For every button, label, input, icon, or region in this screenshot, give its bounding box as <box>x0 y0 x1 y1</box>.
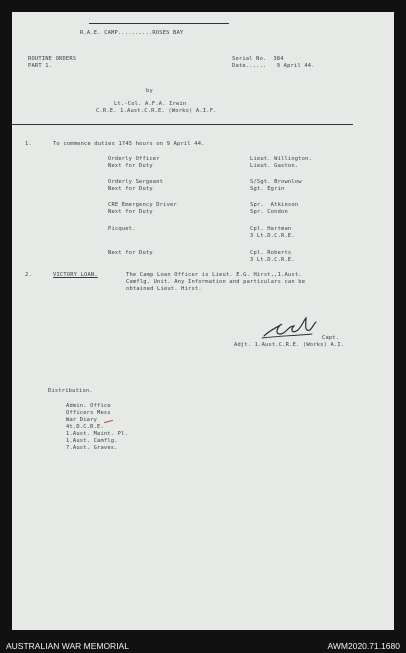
duty-role: Orderly Sergeant <box>108 179 164 185</box>
duty-name: Lieut. Gaston. <box>250 163 299 169</box>
item-2-line: The Camp Loan Officer is Lieut. E.G. Hirst,,1.Aust. <box>126 272 302 278</box>
distribution-item: 1.Aust. Camflg. <box>66 438 118 444</box>
distribution-title: Distribution. <box>48 388 93 394</box>
red-tick-mark <box>104 420 113 423</box>
header-divider <box>12 124 353 125</box>
duty-role: Picquet. <box>108 226 136 232</box>
distribution-item: Officers Mess <box>66 410 111 416</box>
item-2-title: VICTORY LOAN. <box>53 272 98 278</box>
part-label: PART 1. <box>28 63 53 69</box>
letterhead: R.A.E. CAMP..........ROSES BAY <box>80 30 184 36</box>
footer-accession-number: AWM2020.71.1680 <box>327 641 400 651</box>
by-label: by <box>146 88 153 94</box>
signature-rank: Capt. <box>322 335 340 341</box>
serial-number: Serial No. 384 <box>232 56 284 62</box>
duty-name: 3 Lt.D.C.R.E. <box>250 233 295 239</box>
distribution-item: War Diary <box>66 417 98 423</box>
duty-role: Next for Duty <box>108 209 153 215</box>
item-2-number: 2. <box>25 272 32 278</box>
duty-role: Next for Duty <box>108 186 153 192</box>
document-page <box>12 12 394 630</box>
distribution-item: 4t.D.C.R.E. <box>66 424 104 430</box>
duty-name: Spr. Condon <box>250 209 288 215</box>
duty-role: CRE Emergency Driver <box>108 202 177 208</box>
item-2-line: obtained Lieut. Hirst. <box>126 286 202 292</box>
duty-name: Sgt. Egrin <box>250 186 285 192</box>
order-date: Date...... 9 April 44. <box>232 63 315 69</box>
routine-orders-heading: ROUTINE ORDERS <box>28 56 77 62</box>
letterhead-top-rule <box>89 23 229 24</box>
duty-name: Spr. Atkinson <box>250 202 299 208</box>
item-1-text: To commence duties 1745 hours on 9 April 44. <box>53 141 205 147</box>
duty-name: Cpl. Roberts <box>250 250 292 256</box>
duty-name: 3 Lt.D.C.R.E. <box>250 257 295 263</box>
duty-name: Lieut. Willington. <box>250 156 313 162</box>
duty-role: Next for Duty <box>108 250 153 256</box>
footer-institution: AUSTRALIAN WAR MEMORIAL <box>6 641 129 651</box>
signature-role: Adjt. 1.Aust.C.R.E. (Works) A.I. <box>234 342 345 348</box>
handwritten-signature <box>260 312 320 342</box>
signatory-name: Lt.-Col. A.F.A. Irwin <box>114 101 187 107</box>
signatory-unit: C.R.E. 1.Aust.C.R.E. (Works) A.I.F. <box>96 108 217 114</box>
duty-name: Cpl. Hartman <box>250 226 292 232</box>
distribution-item: 7.Aust. Graves. <box>66 445 118 451</box>
item-2-line: Camflg. Unit. Any Information and particulars can be <box>126 279 306 285</box>
item-1-number: 1. <box>25 141 32 147</box>
distribution-item: 1.Aust. Maint. Pl. <box>66 431 129 437</box>
distribution-item: Admin. Office <box>66 403 111 409</box>
archive-footer <box>0 638 406 653</box>
duty-role: Next for Duty <box>108 163 153 169</box>
duty-name: S/Sgt. Brownlow <box>250 179 302 185</box>
duty-role: Orderly Officer <box>108 156 160 162</box>
